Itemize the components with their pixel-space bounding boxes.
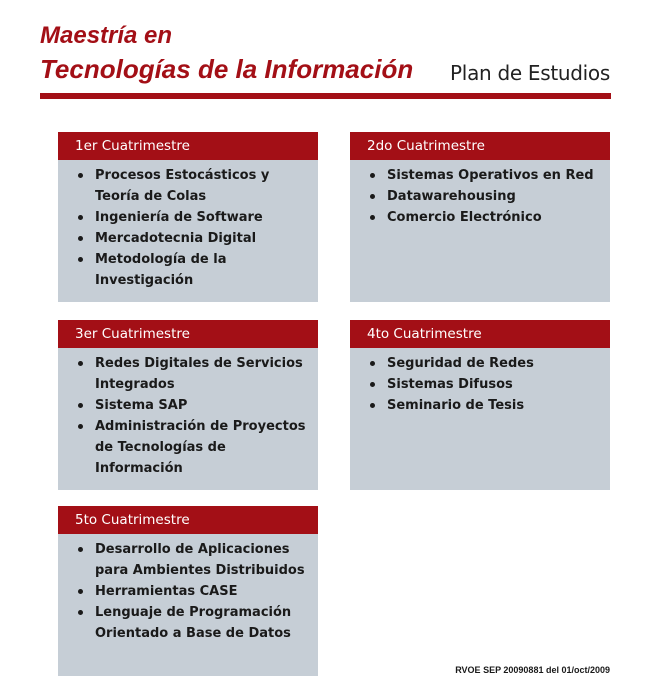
term-title: 1er Cuatrimestre <box>58 132 318 160</box>
course-item: Comercio Electrónico <box>368 207 606 228</box>
course-item: Sistemas Operativos en Red <box>368 165 606 186</box>
course-item: Sistemas Difusos <box>368 374 606 395</box>
subtitle: Plan de Estudios <box>450 61 610 85</box>
course-item: Redes Digitales de Servicios Integrados <box>76 353 314 395</box>
title-line-1: Maestría en <box>40 22 173 49</box>
course-item: Seminario de Tesis <box>368 395 606 416</box>
course-item: Desarrollo de Aplicaciones para Ambientes Distribuidos <box>76 539 314 581</box>
course-item: Lenguaje de Programación Orientado a Base de Datos <box>76 602 314 644</box>
term-title: 5to Cuatrimestre <box>58 506 318 534</box>
title-line-2: Tecnologías de la Información <box>40 54 414 84</box>
course-item: Ingeniería de Software <box>76 207 314 228</box>
course-list <box>58 160 318 291</box>
course-item: Mercadotecnia Digital <box>76 228 314 249</box>
term-card-5 <box>58 506 318 676</box>
rvoe-footnote: RVOE SEP 20090881 del 01/oct/2009 <box>455 665 610 675</box>
course-item: Herramientas CASE <box>76 581 314 602</box>
term-card-4 <box>350 320 610 490</box>
course-item: Sistema SAP <box>76 395 314 416</box>
term-title: 2do Cuatrimestre <box>350 132 610 160</box>
course-list <box>58 534 318 644</box>
term-card-2 <box>350 132 610 302</box>
course-list <box>58 348 318 479</box>
term-title: 4to Cuatrimestre <box>350 320 610 348</box>
course-item: Datawarehousing <box>368 186 606 207</box>
course-item: Administración de Proyectos de Tecnologías de Información <box>76 416 314 479</box>
course-item: Metodología de la Investigación <box>76 249 314 291</box>
term-card-3 <box>58 320 318 490</box>
course-item: Seguridad de Redes <box>368 353 606 374</box>
term-card-1 <box>58 132 318 302</box>
course-list <box>350 160 610 228</box>
course-item: Procesos Estocásticos y Teoría de Colas <box>76 165 314 207</box>
course-list <box>350 348 610 416</box>
term-title: 3er Cuatrimestre <box>58 320 318 348</box>
header-divider <box>40 93 611 99</box>
